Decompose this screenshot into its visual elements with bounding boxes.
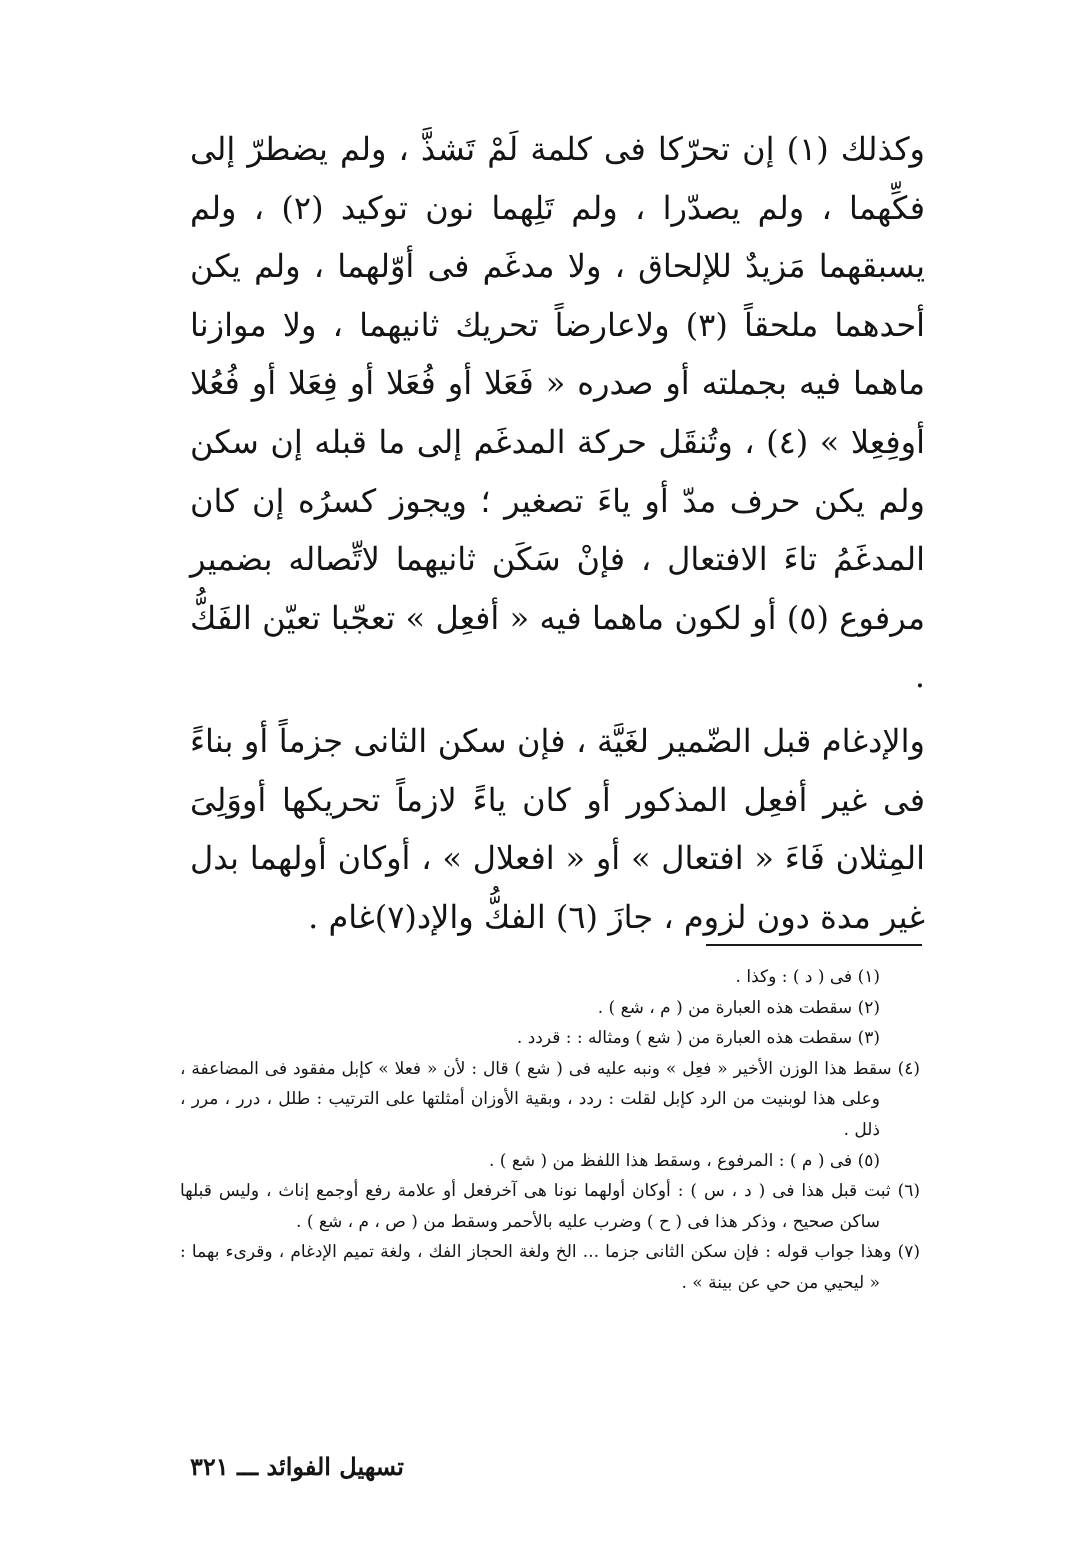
footnotes xyxy=(180,962,920,1299)
footnote: (٣) سقطت هذه العبارة من ( شع ) ومثاله : : قردد . xyxy=(516,1028,880,1049)
footnote: (٧) وهذا جواب قوله : فإن سكن الثانى جزما ... الخ ولغة الحجاز الفك ، ولغة تميم الإدغام ، وقرىء بهما : « ليحيي من حي عن بينة » . xyxy=(180,1242,920,1293)
footnote: (٢) سقطت هذه العبارة من ( م ، شع ) . xyxy=(597,997,880,1018)
footnote: (٥) فى ( م ) : المرفوع ، وسقط هذا اللفظ من ( شع ) . xyxy=(488,1150,880,1171)
footnote: (٤) سقط هذا الوزن الأخير « فعِل » ونبه عليه فى ( شع ) قال : لأن « فعلا » كإبل مفقود فى المضاعفة ، وعلى هذا لوبنيت من الرد كإبل لقلت : ردد ، وبقية الأوزان أمثلتها على الترتيب : طلل ، درر ، مرر ، ذلل . xyxy=(180,1058,920,1140)
page-footer xyxy=(190,1452,490,1482)
footnote-separator xyxy=(706,944,922,946)
running-title: تسهيل الفوائد ـــ ٣٢١ xyxy=(190,1452,404,1481)
main-paragraph: وكذلك (١) إن تحرّكا فى كلمة لَمْ تَشذَّ ، ولم يضطرّ إلى فكِّهما ، ولم يصدّرا ، ولم تَلِهما نون توكيد (٢) ، ولم يسبقهما مَزيدٌ للإلحاق ، ولا مدغَم فى أوّلهما ، ولم يكن أحدهما ملحقاً (٣) ولاعارضاً تحريك ثانيهما ، ولا موازنا ماهما فيه بجملته أو صدره « فَعَلا أو فُعَلا أو فِعَلا أو فُعُلا أوفِعِلا » (٤) ، وتُنقَل حركة المدغَم إلى ما قبله إن سكن ولم يكن حرف مدّ أو ياءَ تصغير ؛ ويجوز كسرُه إن كان المدغَمُ تاءَ الافتعال ، فإنْ سَكَن ثانيهما لاتِّصاله بضمير مرفوع (٥) أو لكون ماهما فيه « أفعِل » تعجّبا تعيّن الفَكُّ . xyxy=(190,130,926,696)
footnote: (٦) ثبت قبل هذا فى ( د ، س ) : أوكان أولهما نونا هى آخرفعل أو علامة رفع أوجمع إناث ، وليس قبلها ساكن صحيح ، وذكر هذا فى ( ح ) وضرب عليه بالأحمر وسقط من ( ص ، م ، شع ) . xyxy=(180,1181,920,1232)
main-text xyxy=(190,120,925,946)
main-paragraph: والإدغام قبل الضّمير لغَيَّة ، فإن سكن الثانى جزماً أو بناءً فى غير أفعِل المذكور أو كان ياءً لازماً تحريكها أووَلِىَ المِثلان فَاءَ « افتعال » أو « افعلال » ، أوكان أولهما بدل غير مدة دون لزوم ، جازَ (٦) الفكُّ والإد(٧)غام . xyxy=(190,721,925,936)
footnote: (١) فى ( د ) : وكذا . xyxy=(735,967,880,987)
